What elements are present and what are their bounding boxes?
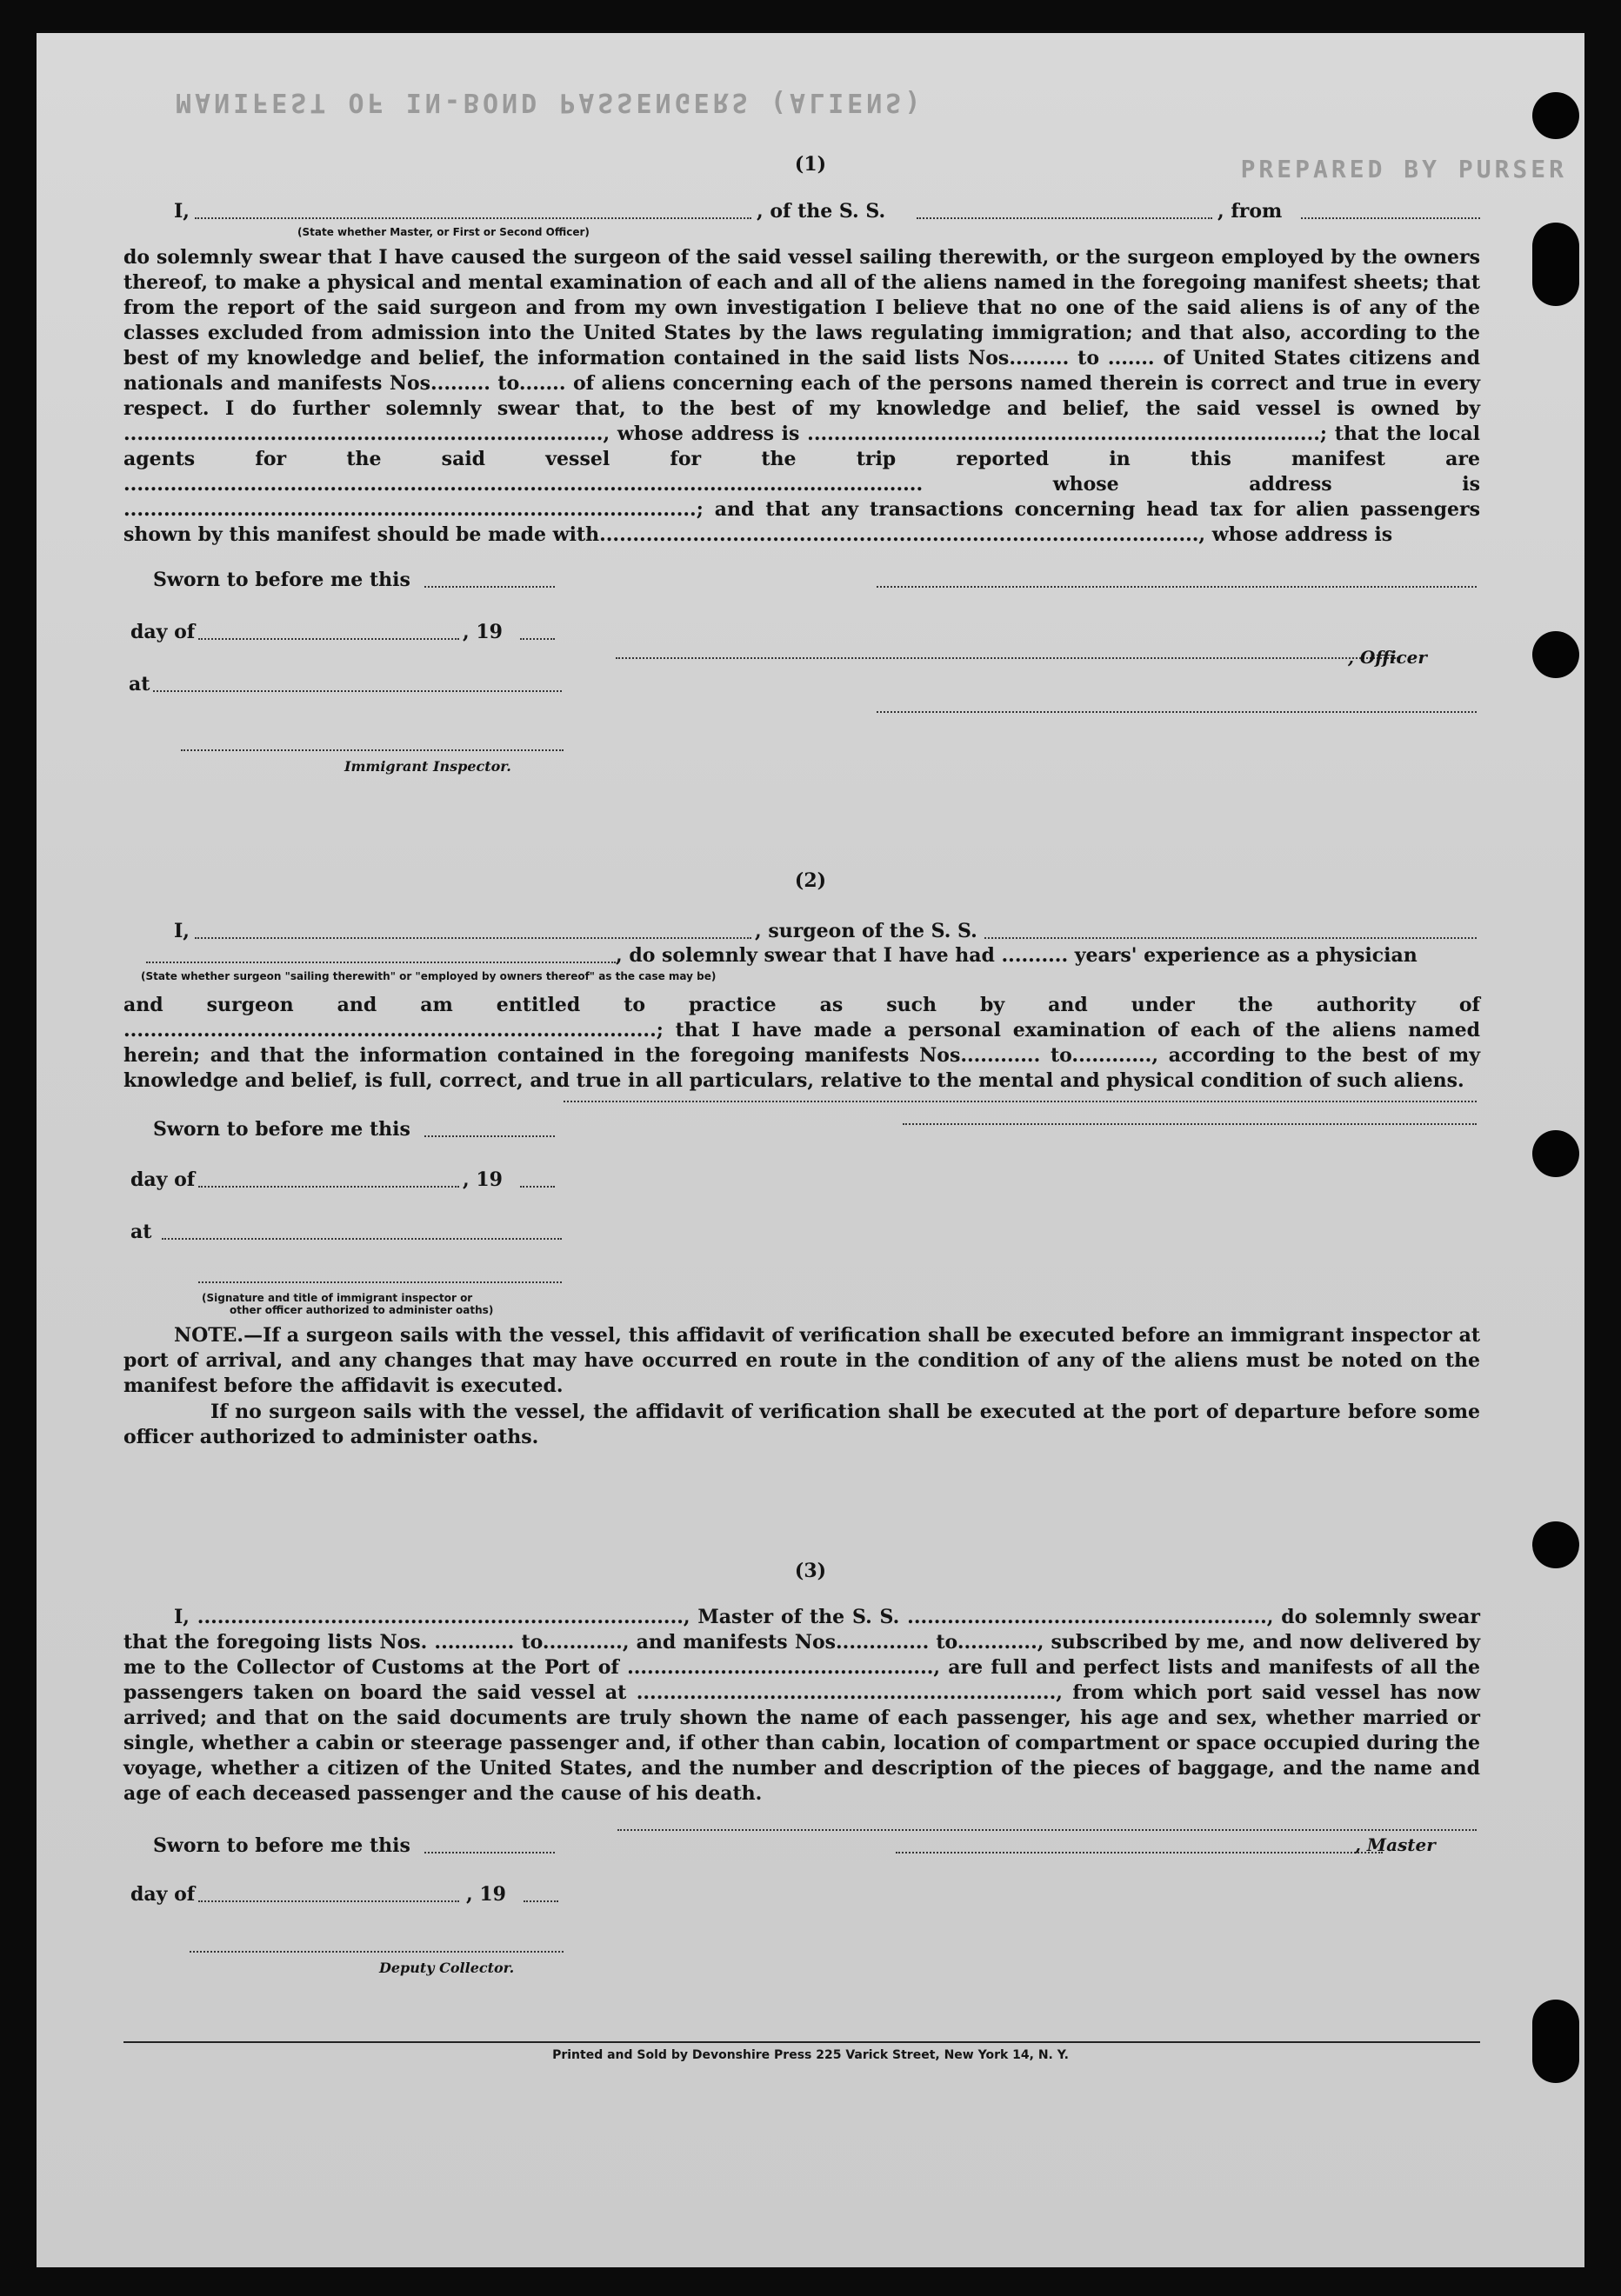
s1-ship-line [917, 217, 1212, 219]
s1-year-line [520, 638, 555, 640]
s1-inspector-caption: Immigrant Inspector. [344, 758, 511, 775]
s2-note-paragraph-2: If no surgeon sails with the vessel, the affidavit of verification shall be executed at the port of departure before some officer authorized to administer oaths. [123, 1401, 1480, 1448]
s1-at-line [153, 690, 562, 692]
s2-sworn-label: Sworn to before me this [153, 1118, 410, 1141]
s1-sworn-line [424, 586, 555, 588]
manifest-page [37, 33, 1584, 2267]
s3-master-caption: , Master [1355, 1834, 1436, 1855]
s2-oath-body: and surgeon and am entitled to practice as such by and under the authority of ................................................................................; that I have made a personal examination of each of the aliens named herein; and that the information contained in the foregoing manifests Nos............ to............, according to the best of my knowledge and belief, is full, correct, and true in all particulars, relative to the mental and physical condition of such aliens. [123, 994, 1480, 1092]
s3-oath-body: I, ........................................................................., Master of the S. S. ......................................................, do solemnly swear that the foregoing lists Nos. ............ to............, and manifests Nos.............. to............, subscribed by me, and now delivered by me to the Collector of Customs at the Port of .............................................., are full and perfect lists and manifests of all the passengers taken on board the said vessel at ..............................................................., from which port said vessel has now arrived; and that on the said documents are truly shown the name of each passenger, his age and sex, whether married or single, whether a cabin or steerage passenger and, if other than cabin, location of compartment or space occupied during the voyage, whether a citizen of the United States, and the number and description of the pieces of baggage, and the name and age of each deceased passenger and the cause of his death. [123, 1606, 1480, 1805]
s3-sworn-line [424, 1852, 555, 1853]
binder-hole [1532, 2000, 1579, 2083]
s2-name-line [195, 937, 751, 939]
s2-surgeon-note: (State whether surgeon "sailing therewith" or "employed by owners thereof" as the case may be) [141, 970, 717, 982]
s2-inspector-signature-line [198, 1281, 562, 1283]
s2-day-label: day of [130, 1168, 196, 1191]
binder-hole [1532, 223, 1579, 306]
s1-officer-note: (State whether Master, or First or Second Officer) [297, 226, 590, 238]
s3-deputy-caption: Deputy Collector. [379, 1960, 515, 1976]
s2-sig-note-2: other officer authorized to administer oaths) [230, 1304, 494, 1316]
binder-hole [1532, 631, 1579, 678]
s1-i-label: I, [174, 200, 190, 223]
s1-day-label: day of [130, 621, 196, 643]
section-2-heading: (2) [794, 869, 827, 892]
s2-ship-line [984, 937, 1477, 939]
s2-at-label: at [130, 1221, 152, 1243]
s3-separator-line [617, 1829, 1477, 1831]
s1-at-label: at [129, 673, 150, 695]
s2-separator-line [564, 1101, 1477, 1102]
s1-day-line [198, 638, 459, 640]
s3-deputy-signature-line [190, 1951, 564, 1953]
printer-imprint: Printed and Sold by Devonshire Press 225 Varick Street, New York 14, N. Y. [552, 2048, 1069, 2062]
s2-i-label: I, [174, 920, 190, 942]
s3-day-line [198, 1900, 459, 1902]
s2-swear-label: , do solemnly swear that I have had .......... years' experience as a physician [616, 944, 1418, 967]
s1-port-line [1301, 217, 1480, 219]
ghost-title: MANIFEST OF IN-BOND PASSENGERS (ALIENS) [176, 87, 924, 117]
s2-year-line [520, 1186, 555, 1188]
s1-inspector-line [181, 749, 564, 751]
s2-surgeon-label: , surgeon of the S. S. [755, 920, 977, 942]
s2-sworn-line [424, 1135, 555, 1137]
s2-year-label: , 19 [463, 1168, 503, 1191]
ghost-prepared: PREPARED BY PURSER [1240, 155, 1567, 183]
s3-year-label: , 19 [466, 1883, 506, 1906]
s1-officer-signature-line [616, 657, 1398, 659]
s2-surgeon-signature-line [903, 1123, 1477, 1125]
section-3-heading: (3) [794, 1560, 827, 1582]
s1-sworn-label: Sworn to before me this [153, 569, 410, 591]
s2-at-line [162, 1238, 562, 1240]
s1-officer-line-bottom [877, 711, 1477, 713]
section-1-heading: (1) [794, 153, 827, 176]
s3-year-line [524, 1900, 558, 1902]
s1-officer-caption: , Officer [1348, 647, 1427, 668]
binder-hole [1532, 1130, 1579, 1177]
s1-from-label: , from [1217, 200, 1283, 223]
binder-hole [1532, 92, 1579, 139]
s1-name-line [195, 217, 751, 219]
s1-officer-line-top [877, 586, 1477, 588]
s3-master-signature-line [896, 1852, 1383, 1853]
s3-day-label: day of [130, 1883, 196, 1906]
s2-surgeon-type-line [146, 962, 616, 963]
s1-year-label: , 19 [463, 621, 503, 643]
s3-sworn-label: Sworn to before me this [153, 1834, 410, 1857]
s2-sig-note-1: (Signature and title of immigrant inspector or [202, 1292, 473, 1304]
s1-oath-body: do solemnly swear that I have caused the surgeon of the said vessel sailing therewith, or the surgeon employed by the owners thereof, to make a physical and mental examination of each and all of the aliens named in the foregoing manifest sheets; that from the report of the said surgeon and from my own investigation I believe that no one of the said aliens is of any of the classes excluded from admission into the United States by the laws regulating immigration; and that also, according to the best of my knowledge and belief, the information contained in the said lists Nos......... to ....... of United States citizens and nationals and manifests Nos......... to....... of aliens concerning each of the persons named therein is correct and true in every respect. I do further solemnly swear that, to the best of my knowledge and belief, the said vessel is owned by ........................................................................, whose address is .............................................................................; that the local agents for the said vessel for the trip reported in this manifest are ........................................................................................................................ whose address is ......................................................................................; and that any transactions concerning head tax for alien passengers shown by this manifest should be made with.........................................................................................., whose address is [123, 246, 1480, 546]
footer-rule [123, 2041, 1480, 2043]
s2-day-line [198, 1186, 459, 1188]
s2-note-paragraph: NOTE.—If a surgeon sails with the vessel, this affidavit of verification shall be executed before an immigrant inspector at port of arrival, and any changes that may have occurred en route in the condition of any of the aliens must be noted on the manifest before the affidavit is executed. [123, 1324, 1480, 1397]
s1-of-ss-label: , of the S. S. [757, 200, 886, 223]
